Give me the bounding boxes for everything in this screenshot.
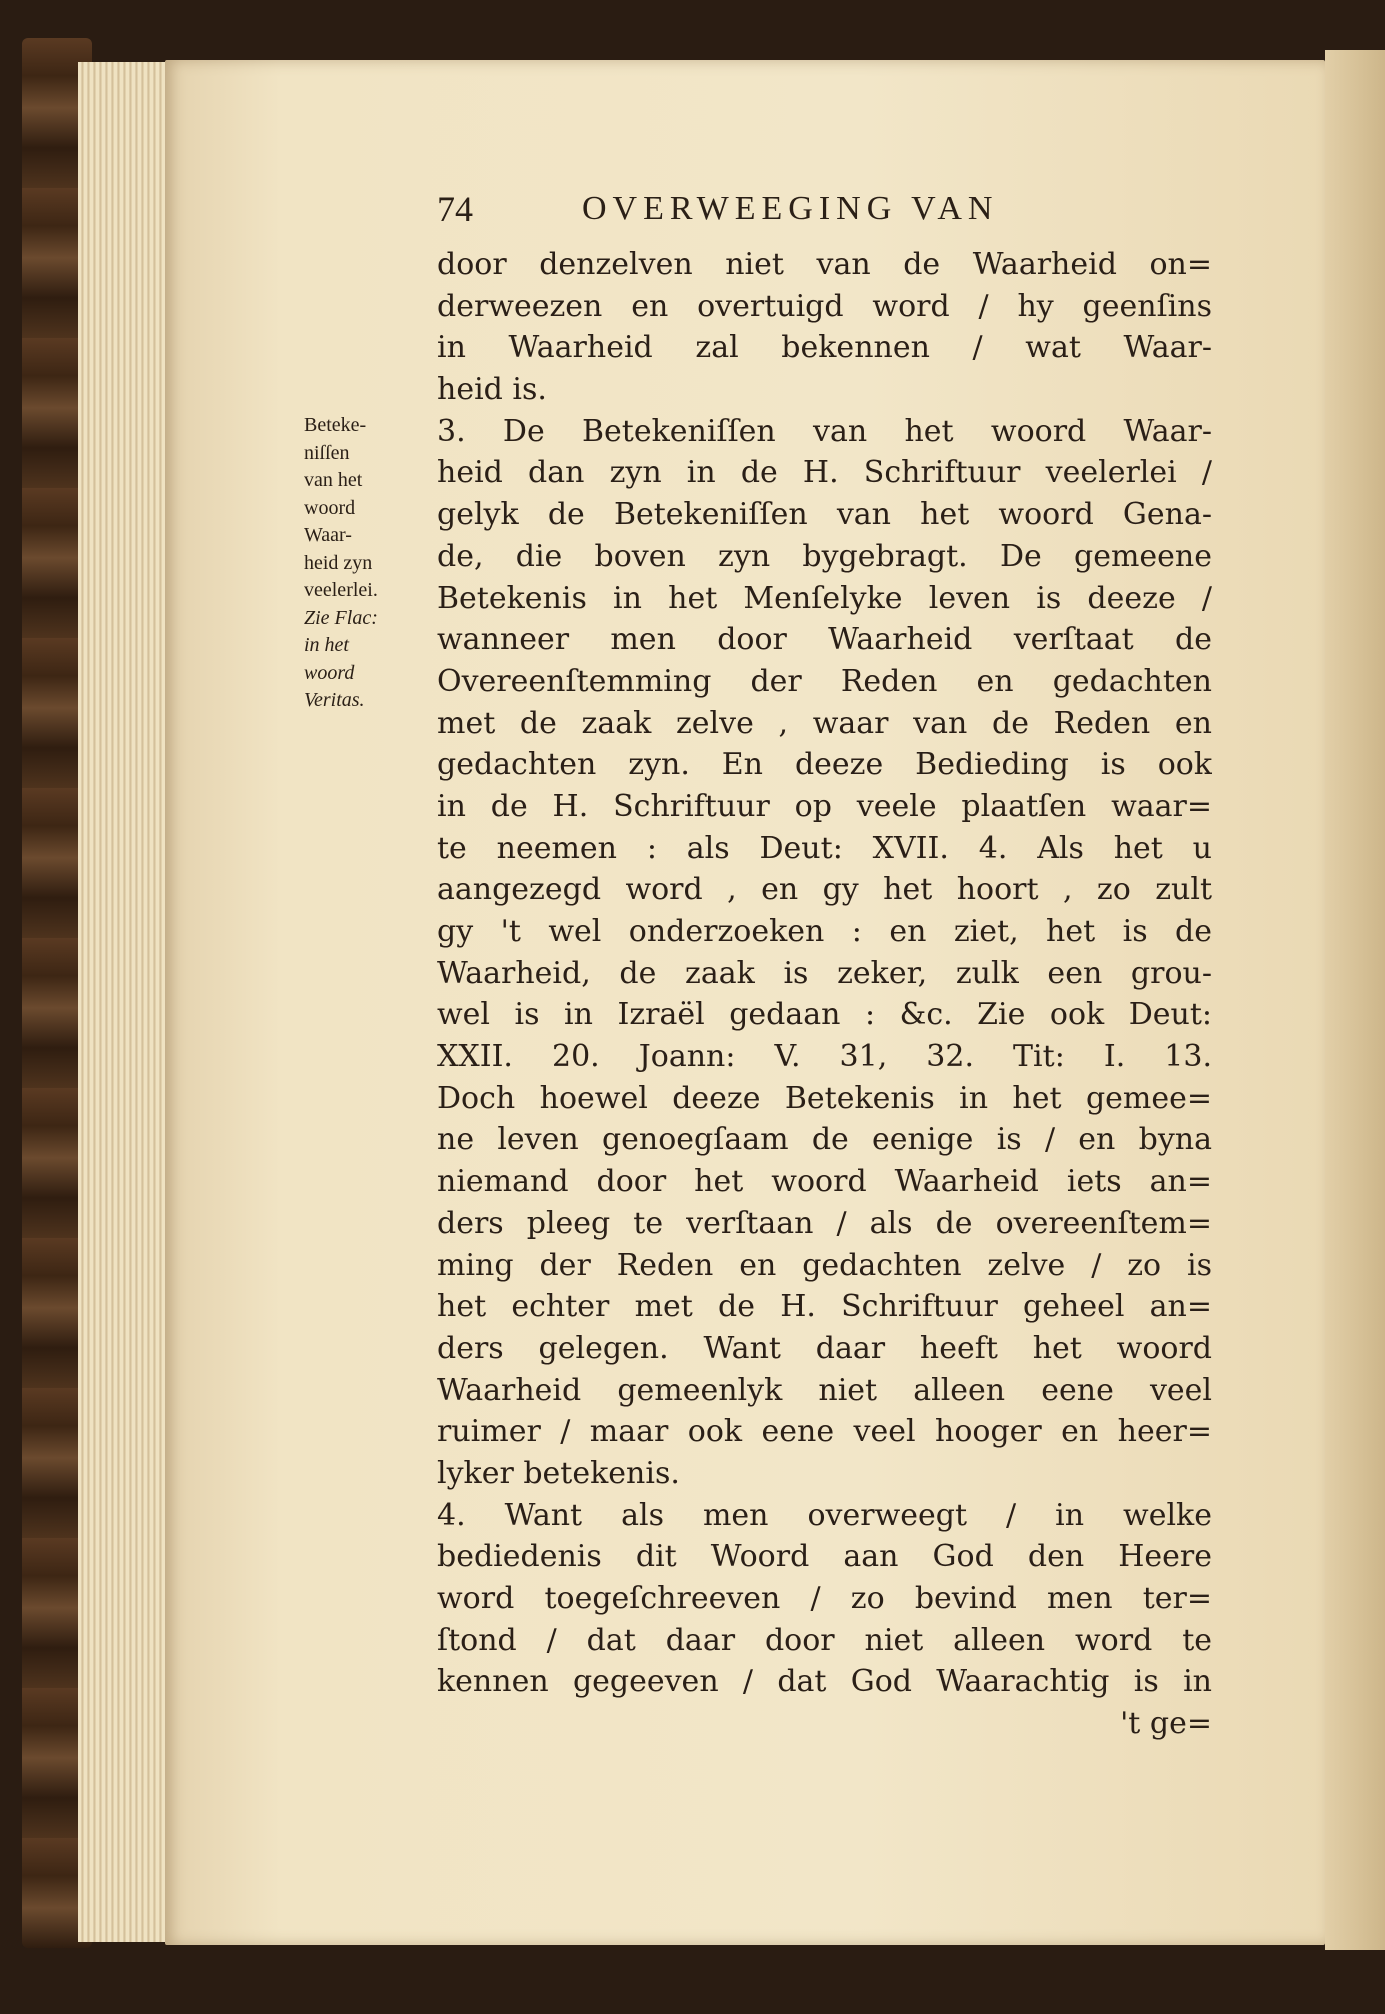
text-line: Betekenis in het Menſelyke leven is deeze /: [437, 580, 1212, 616]
text-line: aangezegd word , en gy het hoort , zo zult: [437, 872, 1212, 908]
margin-note-line: heid zyn: [304, 551, 373, 574]
text-line: lyker betekenis.: [437, 1455, 680, 1491]
running-title: OVERWEEGING VAN: [582, 190, 999, 227]
margin-note-line: Veritas.: [304, 689, 365, 711]
text-line: gy 't wel onderzoeken : en ziet, het is de: [437, 914, 1212, 949]
text-line: XXII. 20. Joann: V. 31, 32. Tit: I. 13.: [437, 1039, 1212, 1075]
text-line: in Waarheid zal bekennen / wat Waar-: [437, 330, 1212, 366]
text-line: Waarheid, de zaak is zeker, zulk een grou-: [437, 955, 1212, 991]
text-line: 4. Want als men overweegt / in welke: [437, 1497, 1212, 1533]
margin-note-line: Beteke-: [304, 414, 367, 436]
margin-note-line: in het: [304, 634, 349, 656]
text-line: Doch hoewel deeze Betekenis in het gemee=: [437, 1080, 1212, 1116]
text-line: met de zaak zelve , waar van de Reden en: [437, 705, 1212, 741]
text-line: ruimer / maar ook eene veel hooger en heer=: [437, 1414, 1212, 1450]
next-page-edge: [1325, 50, 1385, 1950]
text-line: ders pleeg te verſtaan / als de overeenſtem=: [437, 1205, 1212, 1241]
text-line: 3. De Betekeniſſen van het woord Waar-: [437, 413, 1212, 449]
margin-note-line: niſſen: [304, 441, 350, 464]
text-line: gedachten zyn. En deeze Bedieding is ook: [437, 747, 1212, 783]
page-edges: [78, 62, 168, 1942]
text-line: Overeenſtemming der Reden en gedachten: [437, 663, 1212, 699]
margin-note-line: woord: [304, 496, 356, 519]
page-number: 74: [437, 189, 473, 229]
text-line: door denzelven niet van de Waarheid on=: [437, 247, 1212, 282]
body-text: [437, 244, 1212, 1745]
text-line: derweezen en overtuigd word / hy geenſins: [437, 288, 1212, 324]
text-line: gelyk de Betekeniſſen van het woord Gena-: [437, 497, 1212, 533]
margin-note-line: van het: [304, 469, 363, 491]
text-line: bediedenis dit Woord aan God den Heere: [437, 1539, 1212, 1575]
text-line: wanneer men door Waarheid verſtaat de: [437, 622, 1212, 658]
text-line: Waarheid gemeenlyk niet alleen eene veel: [437, 1372, 1212, 1408]
catchword: 't ge=: [1120, 1706, 1212, 1742]
text-line: het echter met de H. Schriftuur geheel an=: [437, 1289, 1212, 1325]
text-line: heid dan zyn in de H. Schriftuur veelerlei /: [437, 455, 1212, 491]
text-line: te neemen : als Deut: XVII. 4. Als het u: [437, 830, 1212, 866]
text-line: ming der Reden en gedachten zelve / zo is: [437, 1247, 1212, 1283]
margin-note-line: veelerlei.: [304, 579, 378, 601]
margin-note-line: Zie Flac:: [304, 606, 378, 629]
page-header: [437, 188, 1217, 240]
text-line: wel is in Izraël gedaan : &c. Zie ook Deut:: [437, 997, 1212, 1033]
margin-note-line: Waar-: [304, 524, 352, 546]
text-line: word toegeſchreeven / zo bevind men ter=: [437, 1581, 1212, 1616]
margin-note: [304, 412, 424, 715]
text-line: de, die boven zyn bygebragt. De gemeene: [437, 538, 1212, 574]
text-line: ne leven genoegſaam de eenige is / en byna: [437, 1122, 1212, 1158]
text-line: ſtond / dat daar door niet alleen word te: [437, 1622, 1212, 1658]
text-line: in de H. Schriftuur op veele plaatſen waar=: [437, 788, 1212, 824]
text-line: niemand door het woord Waarheid iets an=: [437, 1164, 1212, 1200]
text-line: heid is.: [437, 372, 547, 408]
text-line: ders gelegen. Want daar heeft het woord: [437, 1330, 1212, 1366]
margin-note-line: woord: [304, 661, 355, 684]
text-line: kennen gegeeven / dat God Waarachtig is in: [437, 1664, 1212, 1700]
